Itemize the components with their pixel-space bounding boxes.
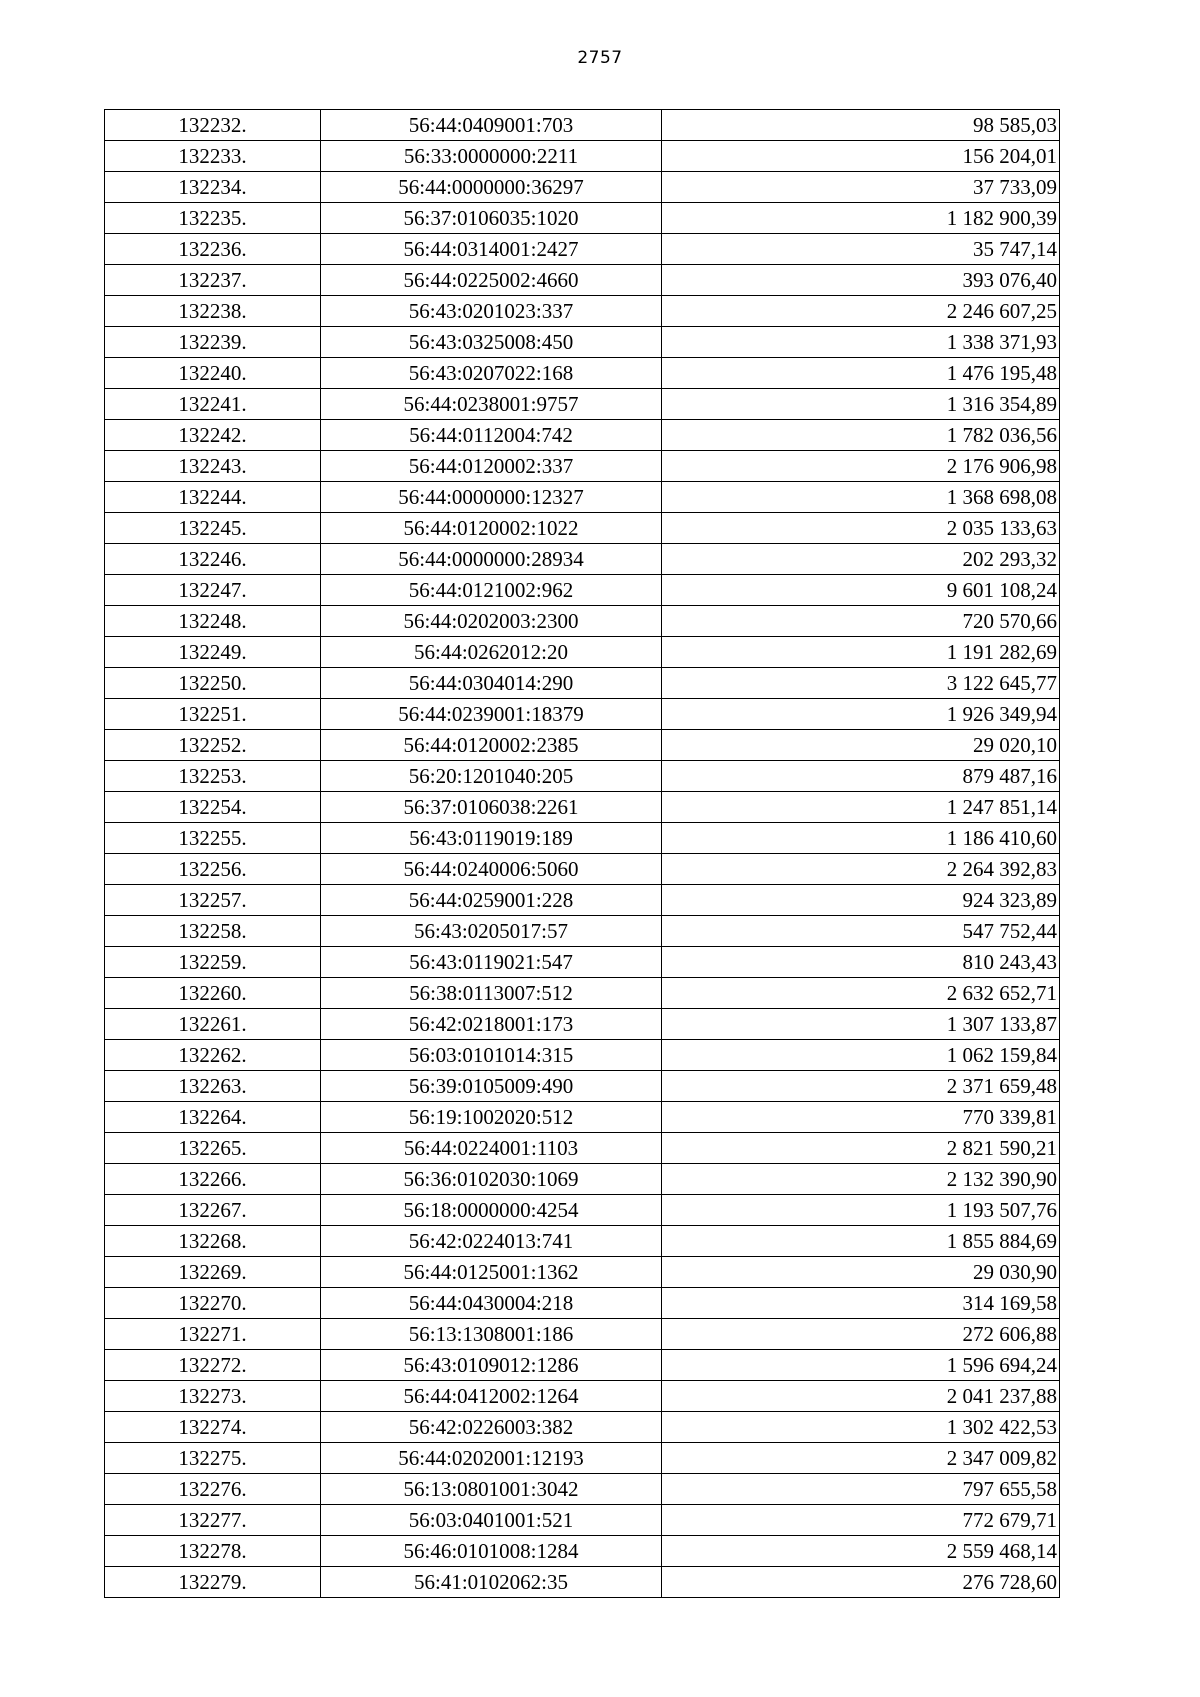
cadastral-number-cell: 56:44:0202001:12193 [321,1443,662,1474]
row-number-cell: 132244. [105,482,321,513]
row-number-cell: 132274. [105,1412,321,1443]
cadastral-value-cell: 9 601 108,24 [662,575,1060,606]
cadastral-value-cell: 1 182 900,39 [662,203,1060,234]
row-number-cell: 132251. [105,699,321,730]
row-number-cell: 132257. [105,885,321,916]
table-row [105,1381,1060,1412]
row-number-cell: 132262. [105,1040,321,1071]
table-row [105,1350,1060,1381]
cadastral-number-cell: 56:18:0000000:4254 [321,1195,662,1226]
cadastral-number-cell: 56:44:0202003:2300 [321,606,662,637]
row-number-cell: 132258. [105,916,321,947]
row-number-cell: 132241. [105,389,321,420]
row-number-cell: 132254. [105,792,321,823]
table-row [105,327,1060,358]
table-row [105,1071,1060,1102]
table-row [105,606,1060,637]
row-number-cell: 132236. [105,234,321,265]
page-number: 2757 [577,48,623,68]
cadastral-value-cell: 29 020,10 [662,730,1060,761]
cadastral-value-cell: 2 371 659,48 [662,1071,1060,1102]
row-number-cell: 132270. [105,1288,321,1319]
cadastral-value-cell: 2 559 468,14 [662,1536,1060,1567]
row-number-cell: 132243. [105,451,321,482]
table-row [105,1226,1060,1257]
table-row [105,1164,1060,1195]
cadastral-value-cell: 924 323,89 [662,885,1060,916]
table-row [105,1288,1060,1319]
cadastral-number-cell: 56:44:0000000:36297 [321,172,662,203]
row-number-cell: 132248. [105,606,321,637]
row-number-cell: 132279. [105,1567,321,1598]
cadastral-value-cell: 35 747,14 [662,234,1060,265]
cadastral-number-cell: 56:44:0238001:9757 [321,389,662,420]
cadastral-number-cell: 56:43:0325008:450 [321,327,662,358]
cadastral-value-cell: 314 169,58 [662,1288,1060,1319]
cadastral-number-cell: 56:33:0000000:2211 [321,141,662,172]
cadastral-number-cell: 56:44:0240006:5060 [321,854,662,885]
cadastral-number-cell: 56:43:0207022:168 [321,358,662,389]
table-row [105,203,1060,234]
table-row [105,1505,1060,1536]
cadastral-number-cell: 56:13:0801001:3042 [321,1474,662,1505]
row-number-cell: 132275. [105,1443,321,1474]
table-row [105,1319,1060,1350]
cadastral-number-cell: 56:44:0262012:20 [321,637,662,668]
cadastral-value-cell: 547 752,44 [662,916,1060,947]
row-number-cell: 132268. [105,1226,321,1257]
cadastral-value-cell: 770 339,81 [662,1102,1060,1133]
table-row [105,1412,1060,1443]
cadastral-number-cell: 56:43:0109012:1286 [321,1350,662,1381]
cadastral-value-table [104,109,1060,1598]
table-row [105,854,1060,885]
row-number-cell: 132263. [105,1071,321,1102]
cadastral-number-cell: 56:44:0224001:1103 [321,1133,662,1164]
cadastral-number-cell: 56:44:0239001:18379 [321,699,662,730]
table-row [105,544,1060,575]
cadastral-number-cell: 56:44:0000000:12327 [321,482,662,513]
cadastral-number-cell: 56:44:0304014:290 [321,668,662,699]
cadastral-number-cell: 56:13:1308001:186 [321,1319,662,1350]
table-row [105,513,1060,544]
row-number-cell: 132250. [105,668,321,699]
table-row [105,947,1060,978]
row-number-cell: 132235. [105,203,321,234]
table-row [105,234,1060,265]
row-number-cell: 132237. [105,265,321,296]
row-number-cell: 132278. [105,1536,321,1567]
cadastral-number-cell: 56:43:0119021:547 [321,947,662,978]
table-row [105,668,1060,699]
cadastral-value-cell: 879 487,16 [662,761,1060,792]
cadastral-value-cell: 2 821 590,21 [662,1133,1060,1164]
table-row [105,1257,1060,1288]
row-number-cell: 132232. [105,110,321,141]
cadastral-number-cell: 56:44:0121002:962 [321,575,662,606]
cadastral-number-cell: 56:44:0120002:2385 [321,730,662,761]
cadastral-number-cell: 56:41:0102062:35 [321,1567,662,1598]
cadastral-value-cell: 1 782 036,56 [662,420,1060,451]
cadastral-number-cell: 56:43:0205017:57 [321,916,662,947]
cadastral-number-cell: 56:44:0000000:28934 [321,544,662,575]
cadastral-value-cell: 156 204,01 [662,141,1060,172]
cadastral-value-cell: 1 186 410,60 [662,823,1060,854]
table-row [105,885,1060,916]
row-number-cell: 132271. [105,1319,321,1350]
row-number-cell: 132277. [105,1505,321,1536]
cadastral-value-cell: 1 062 159,84 [662,1040,1060,1071]
row-number-cell: 132261. [105,1009,321,1040]
row-number-cell: 132240. [105,358,321,389]
cadastral-number-cell: 56:36:0102030:1069 [321,1164,662,1195]
row-number-cell: 132273. [105,1381,321,1412]
cadastral-number-cell: 56:44:0412002:1264 [321,1381,662,1412]
cadastral-number-cell: 56:44:0125001:1362 [321,1257,662,1288]
cadastral-value-cell: 3 122 645,77 [662,668,1060,699]
cadastral-number-cell: 56:44:0409001:703 [321,110,662,141]
table-row [105,1567,1060,1598]
cadastral-value-cell: 1 302 422,53 [662,1412,1060,1443]
row-number-cell: 132269. [105,1257,321,1288]
cadastral-value-cell: 2 246 607,25 [662,296,1060,327]
row-number-cell: 132256. [105,854,321,885]
table-row [105,1040,1060,1071]
cadastral-value-cell: 1 191 282,69 [662,637,1060,668]
table-row [105,110,1060,141]
row-number-cell: 132234. [105,172,321,203]
cadastral-number-cell: 56:44:0112004:742 [321,420,662,451]
table-row [105,730,1060,761]
table-row [105,792,1060,823]
cadastral-number-cell: 56:37:0106038:2261 [321,792,662,823]
cadastral-value-cell: 98 585,03 [662,110,1060,141]
cadastral-value-cell: 772 679,71 [662,1505,1060,1536]
row-number-cell: 132255. [105,823,321,854]
cadastral-value-cell: 2 632 652,71 [662,978,1060,1009]
cadastral-number-cell: 56:44:0314001:2427 [321,234,662,265]
row-number-cell: 132246. [105,544,321,575]
table-row [105,389,1060,420]
cadastral-value-cell: 393 076,40 [662,265,1060,296]
row-number-cell: 132253. [105,761,321,792]
cadastral-value-cell: 1 193 507,76 [662,1195,1060,1226]
row-number-cell: 132238. [105,296,321,327]
row-number-cell: 132267. [105,1195,321,1226]
cadastral-value-cell: 1 338 371,93 [662,327,1060,358]
cadastral-value-cell: 2 035 133,63 [662,513,1060,544]
cadastral-value-cell: 2 132 390,90 [662,1164,1060,1195]
cadastral-value-cell: 2 347 009,82 [662,1443,1060,1474]
table-row [105,637,1060,668]
row-number-cell: 132264. [105,1102,321,1133]
cadastral-number-cell: 56:44:0430004:218 [321,1288,662,1319]
row-number-cell: 132266. [105,1164,321,1195]
cadastral-value-cell: 797 655,58 [662,1474,1060,1505]
cadastral-number-cell: 56:42:0218001:173 [321,1009,662,1040]
cadastral-number-cell: 56:46:0101008:1284 [321,1536,662,1567]
table-row [105,1474,1060,1505]
table-row [105,978,1060,1009]
table-row [105,823,1060,854]
cadastral-value-cell: 1 316 354,89 [662,389,1060,420]
cadastral-number-cell: 56:37:0106035:1020 [321,203,662,234]
row-number-cell: 132252. [105,730,321,761]
table-row [105,420,1060,451]
cadastral-value-cell: 2 176 906,98 [662,451,1060,482]
table-row [105,172,1060,203]
table-row [105,1009,1060,1040]
cadastral-number-cell: 56:44:0120002:1022 [321,513,662,544]
cadastral-number-cell: 56:03:0101014:315 [321,1040,662,1071]
row-number-cell: 132276. [105,1474,321,1505]
cadastral-number-cell: 56:44:0259001:228 [321,885,662,916]
cadastral-value-cell: 1 476 195,48 [662,358,1060,389]
cadastral-value-cell: 810 243,43 [662,947,1060,978]
cadastral-number-cell: 56:42:0224013:741 [321,1226,662,1257]
table-body [105,110,1060,1598]
row-number-cell: 132239. [105,327,321,358]
cadastral-value-cell: 1 368 698,08 [662,482,1060,513]
cadastral-value-cell: 1 596 694,24 [662,1350,1060,1381]
cadastral-value-cell: 720 570,66 [662,606,1060,637]
cadastral-value-cell: 1 307 133,87 [662,1009,1060,1040]
row-number-cell: 132233. [105,141,321,172]
table-row [105,141,1060,172]
row-number-cell: 132249. [105,637,321,668]
table-row [105,916,1060,947]
table-row [105,265,1060,296]
cadastral-value-cell: 2 264 392,83 [662,854,1060,885]
table-row [105,1536,1060,1567]
row-number-cell: 132272. [105,1350,321,1381]
table-row [105,482,1060,513]
cadastral-number-cell: 56:42:0226003:382 [321,1412,662,1443]
cadastral-number-cell: 56:44:0120002:337 [321,451,662,482]
table-row [105,575,1060,606]
row-number-cell: 132259. [105,947,321,978]
cadastral-value-cell: 272 606,88 [662,1319,1060,1350]
cadastral-number-cell: 56:39:0105009:490 [321,1071,662,1102]
cadastral-value-cell: 37 733,09 [662,172,1060,203]
cadastral-number-cell: 56:38:0113007:512 [321,978,662,1009]
cadastral-number-cell: 56:03:0401001:521 [321,1505,662,1536]
cadastral-value-cell: 276 728,60 [662,1567,1060,1598]
table-row [105,1443,1060,1474]
cadastral-number-cell: 56:43:0119019:189 [321,823,662,854]
row-number-cell: 132265. [105,1133,321,1164]
row-number-cell: 132245. [105,513,321,544]
cadastral-value-cell: 1 247 851,14 [662,792,1060,823]
table-row [105,699,1060,730]
table-row [105,358,1060,389]
row-number-cell: 132247. [105,575,321,606]
row-number-cell: 132260. [105,978,321,1009]
cadastral-value-cell: 29 030,90 [662,1257,1060,1288]
cadastral-value-cell: 2 041 237,88 [662,1381,1060,1412]
cadastral-number-cell: 56:20:1201040:205 [321,761,662,792]
cadastral-value-cell: 202 293,32 [662,544,1060,575]
table-row [105,1133,1060,1164]
cadastral-number-cell: 56:43:0201023:337 [321,296,662,327]
table-row [105,761,1060,792]
cadastral-number-cell: 56:44:0225002:4660 [321,265,662,296]
table-row [105,1102,1060,1133]
cadastral-value-cell: 1 855 884,69 [662,1226,1060,1257]
cadastral-number-cell: 56:19:1002020:512 [321,1102,662,1133]
table-row [105,296,1060,327]
table-row [105,451,1060,482]
row-number-cell: 132242. [105,420,321,451]
table-row [105,1195,1060,1226]
cadastral-value-cell: 1 926 349,94 [662,699,1060,730]
